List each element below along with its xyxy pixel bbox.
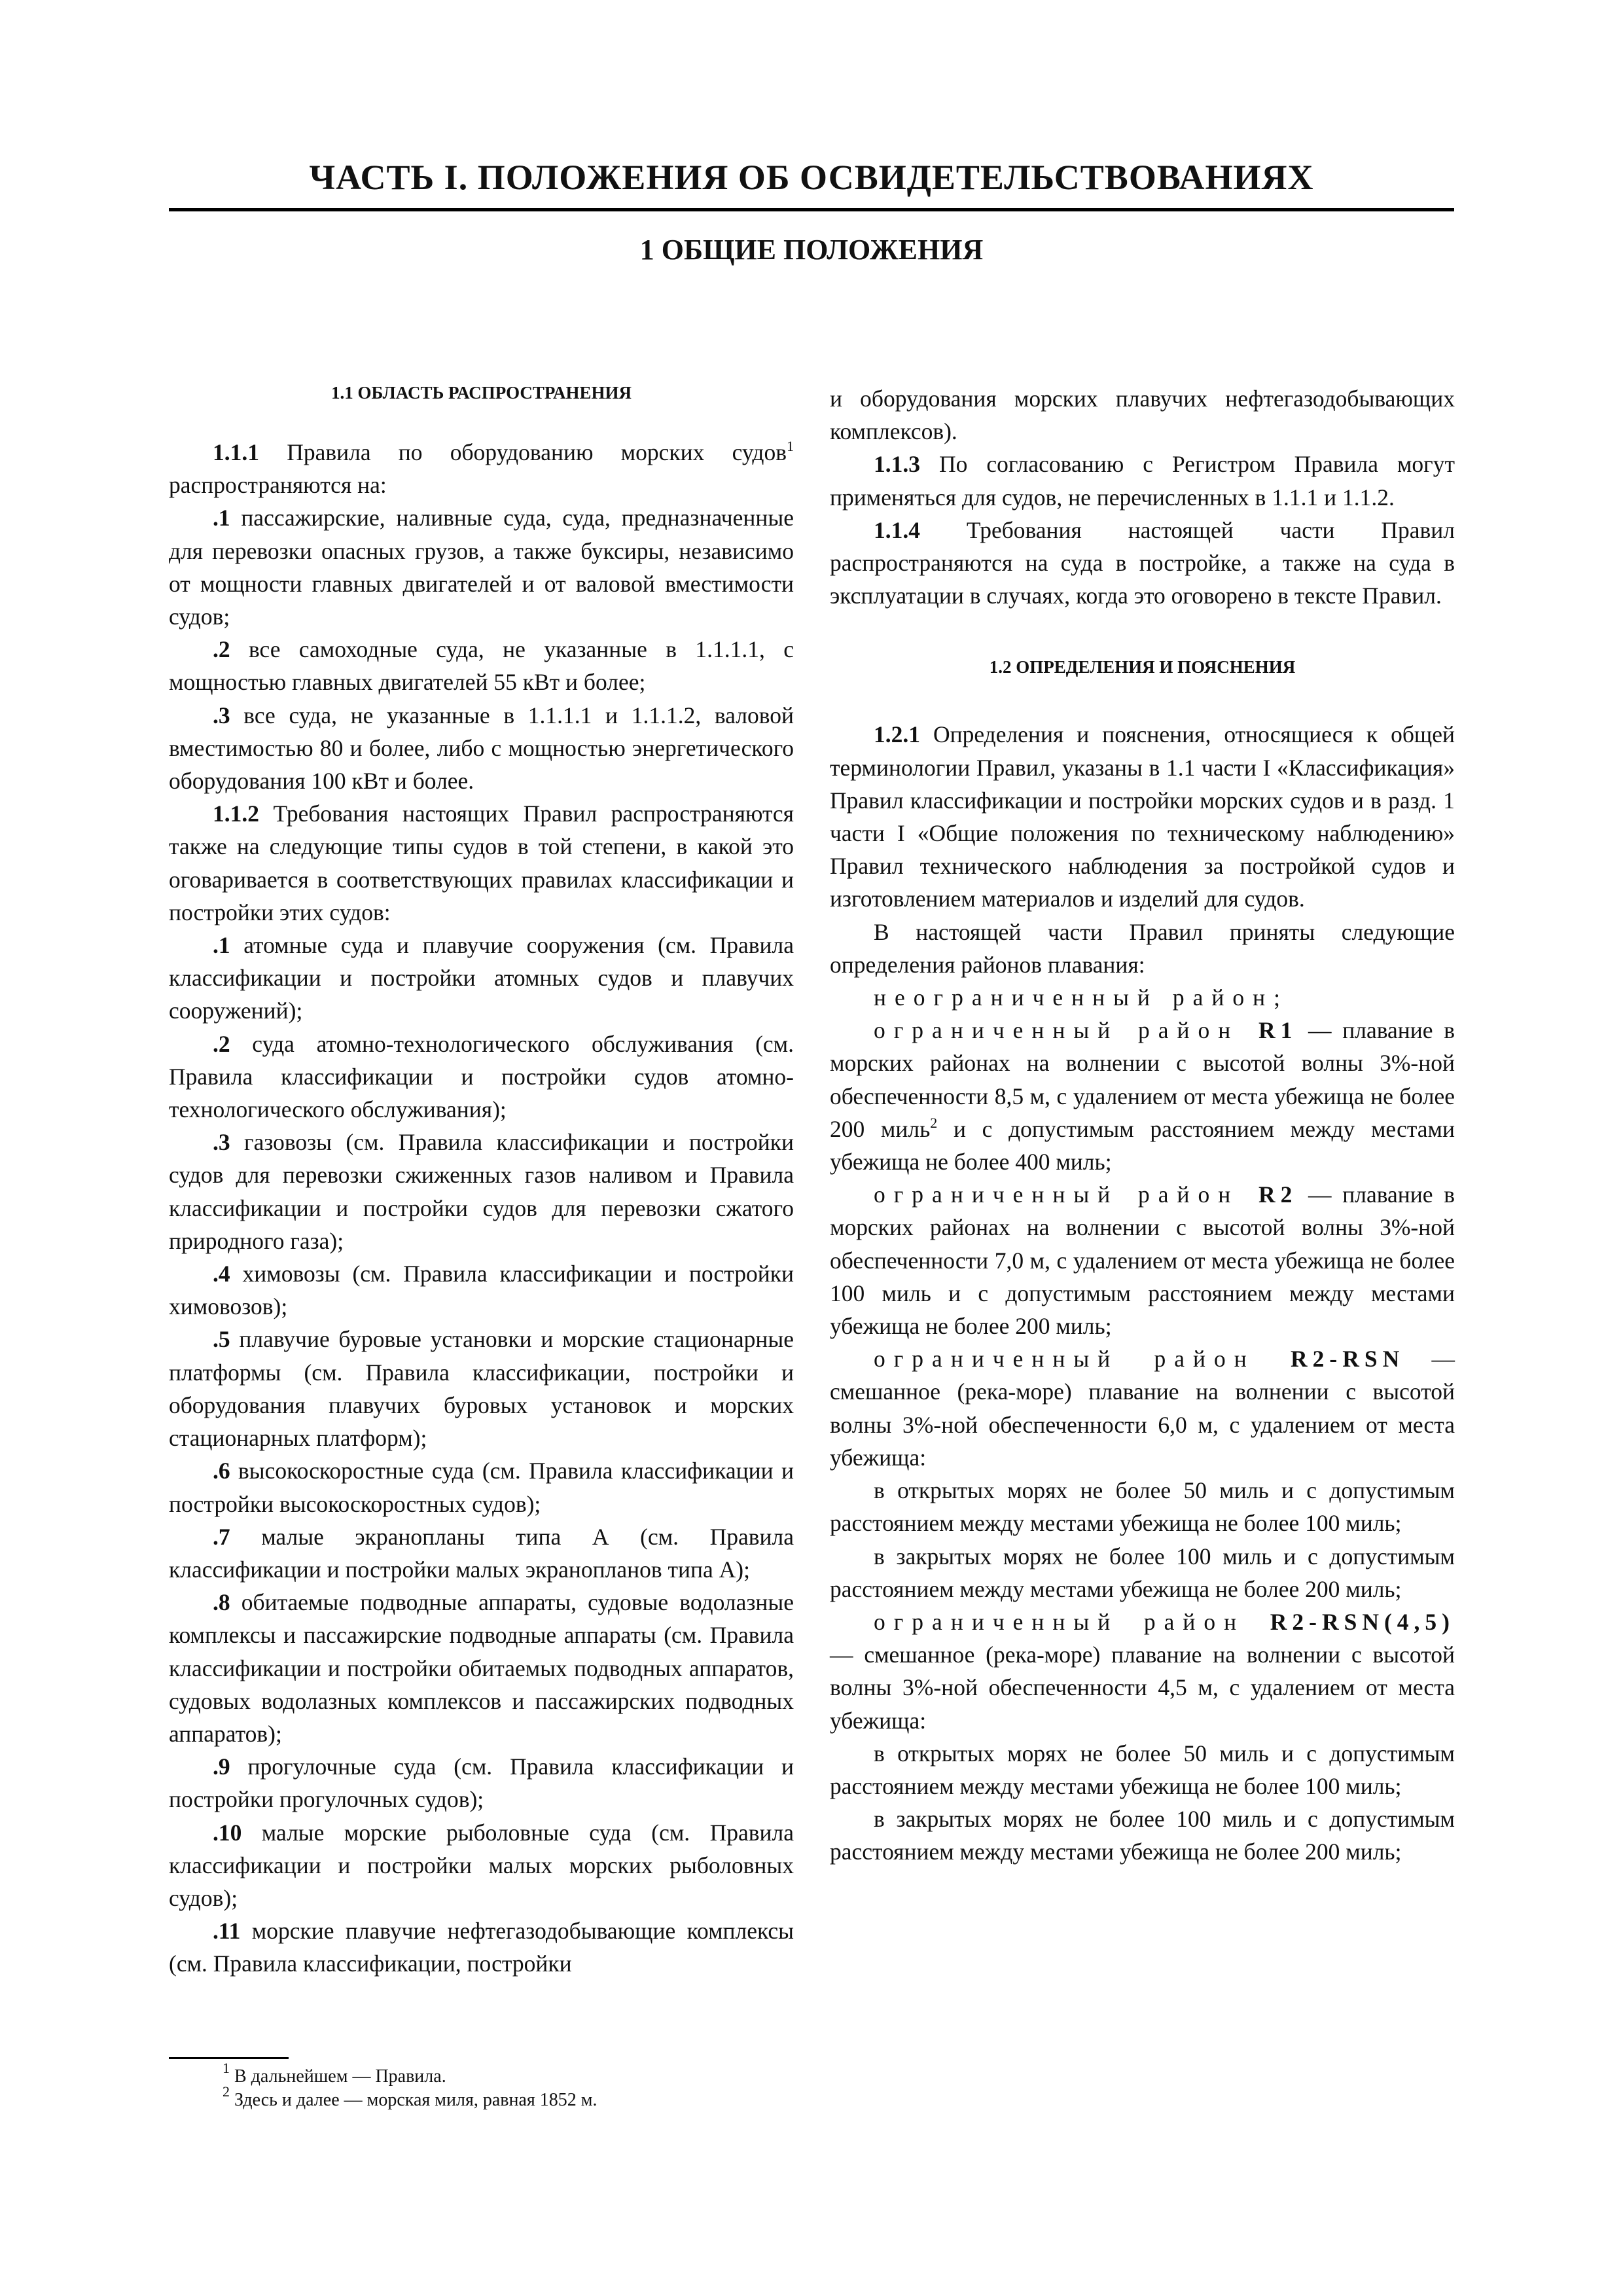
item-number: .1 bbox=[213, 932, 230, 959]
footnote bbox=[223, 2060, 812, 2089]
item-text: прогулочные суда (см. Правила классификации и постройки прогулочных судов); bbox=[169, 1753, 794, 1813]
item-number: .2 bbox=[213, 636, 230, 663]
item-text: все самоходные суда, не указанные в 1.1.1.1, с мощностью главных двигателей 55 кВт и более; bbox=[169, 636, 794, 696]
paragraph-number: 1.1.2 bbox=[213, 800, 259, 827]
list-item bbox=[169, 1914, 794, 1980]
item-number: .2 bbox=[213, 1030, 230, 1057]
paragraph-1-1-4 bbox=[830, 514, 1455, 613]
area-term: ограниченный район bbox=[874, 1017, 1258, 1044]
area-text: — смешанное (река-море) плавание на волнении с высотой волны 3%-ной обеспеченности 4,5 м, с удалением от места убежища: bbox=[830, 1641, 1455, 1734]
area-code: R2-RSN(4,5) bbox=[1270, 1608, 1455, 1635]
item-number: .8 bbox=[213, 1589, 230, 1616]
area-term: неограниченный район; bbox=[874, 984, 1289, 1011]
list-item bbox=[169, 1257, 794, 1323]
footnote-text: Здесь и далее — морская миля, равная 1852 м. bbox=[230, 2090, 597, 2110]
paragraph-text: Требования настоящих Правил распространяются также на следующие типы судов в той степени, в какой это оговаривается в соответствующих правилах классификации и постройки этих судов: bbox=[169, 800, 794, 925]
area-unrestricted bbox=[830, 981, 1455, 1014]
item-text: все суда, не указанные в 1.1.1.1 и 1.1.1.2, валовой вместимостью 80 и более, либо с мощностью энергетического оборудования 100 кВт и более. bbox=[169, 702, 794, 795]
list-item bbox=[169, 1586, 794, 1750]
item-text: обитаемые подводные аппараты, судовые водолазные комплексы и пассажирские подводные аппараты (см. Правила классификации и постройки обитаемых подводных аппаратов, судовых водолазных комплексов и пассажирских подводных аппаратов); bbox=[169, 1589, 794, 1747]
left-column bbox=[169, 380, 794, 1981]
paragraph-number: 1.1.3 bbox=[874, 451, 920, 478]
paragraph-number: 1.1.4 bbox=[874, 516, 920, 543]
item-number: .7 bbox=[213, 1523, 230, 1550]
footnote-ref: 1 bbox=[787, 438, 794, 454]
footnote bbox=[223, 2083, 812, 2112]
item-text: атомные суда и плавучие сооружения (см. Правила классификации и постройки атомных судов и плавучих сооружений); bbox=[169, 932, 794, 1024]
section-1-2-heading: 1.2 ОПРЕДЕЛЕНИЯ И ПОЯСНЕНИЯ bbox=[989, 657, 1296, 677]
list-item bbox=[169, 1520, 794, 1586]
footnote-text: В дальнейшем — Правила. bbox=[230, 2066, 446, 2087]
chapter-title: 1 ОБЩИЕ ПОЛОЖЕНИЯ bbox=[639, 234, 984, 266]
paragraph-text: распространяются на: bbox=[169, 472, 387, 499]
list-item bbox=[169, 1028, 794, 1126]
paragraph-number: 1.2.1 bbox=[874, 721, 920, 748]
area-term: ограниченный район bbox=[874, 1346, 1291, 1372]
list-item bbox=[169, 699, 794, 798]
footnotes bbox=[223, 2060, 812, 2112]
part-title: ЧАСТЬ I. ПОЛОЖЕНИЯ ОБ ОСВИДЕТЕЛЬСТВОВАНИЯХ bbox=[309, 158, 1314, 197]
area-condition: в закрытых морях не более 100 миль и с допустимым расстоянием между местами убежища не более 200 миль; bbox=[830, 1806, 1455, 1865]
item-text: химовозы (см. Правила классификации и постройки химовозов); bbox=[169, 1261, 794, 1320]
item-text: морские плавучие нефтегазодобывающие комплексы (см. Правила классификации, постройки bbox=[169, 1918, 794, 1977]
paragraph-1-1-3 bbox=[830, 448, 1455, 513]
list-item bbox=[169, 633, 794, 698]
area-r2-rsn bbox=[830, 1342, 1455, 1474]
item-number: .6 bbox=[213, 1458, 230, 1484]
list-item-continuation: и оборудования морских плавучих нефтегазодобывающих комплексов). bbox=[830, 386, 1455, 445]
paragraph-number: 1.1.1 bbox=[213, 439, 259, 465]
list-item bbox=[169, 929, 794, 1028]
area-r2 bbox=[830, 1178, 1455, 1342]
area-code: R2 bbox=[1258, 1181, 1298, 1208]
paragraph-text: Правила по оборудованию морских судов bbox=[259, 439, 787, 465]
list-item bbox=[169, 1816, 794, 1915]
area-r2-rsn-4-5 bbox=[830, 1605, 1455, 1737]
area-text: — плавание в морских районах на волнении с высотой волны 3%-ной обеспеченности 7,0 м, с удалением от места убежища не более 100 миль и с допустимым расстоянием между местами убежища не более 200 миль; bbox=[830, 1181, 1455, 1340]
area-term: ограниченный район bbox=[874, 1608, 1270, 1635]
item-text: суда атомно-технологического обслуживания (см. Правила классификации и постройки судов атомно-технологического обслуживания); bbox=[169, 1030, 794, 1123]
item-number: .10 bbox=[213, 1819, 242, 1846]
title-rule bbox=[169, 208, 1454, 211]
paragraph-1-1-1 bbox=[169, 436, 794, 501]
paragraph-text: По согласованию с Регистром Правила могут применяться для судов, не перечисленных в 1.1.1 и 1.1.2. bbox=[830, 451, 1455, 511]
area-term: ограниченный район bbox=[874, 1181, 1258, 1208]
list-item bbox=[169, 501, 794, 633]
area-condition: в открытых морях не более 50 миль и с допустимым расстоянием между местами убежища не более 100 миль; bbox=[830, 1740, 1455, 1799]
item-number: .9 bbox=[213, 1753, 230, 1780]
footnote-mark: 2 bbox=[223, 2083, 230, 2100]
item-text: газовозы (см. Правила классификации и постройки судов для перевозки сжиженных газов наливом и Правила классификации и постройки судов для перевозки сжатого природного газа); bbox=[169, 1129, 794, 1254]
item-text: малые морские рыболовные суда (см. Правила классификации и постройки малых морских рыболовных судов); bbox=[169, 1819, 794, 1911]
item-number: .5 bbox=[213, 1326, 230, 1353]
footnote-ref: 2 bbox=[930, 1114, 938, 1131]
paragraph-text: Определения и пояснения, относящиеся к общей терминологии Правил, указаны в 1.1 части I «Классификация» Правил классификации и постройки морских судов и в разд. 1 части I «Общие положения по техническому наблюдению» Правил технического наблюдения за постройкой судов и изготовлением материалов и изделий для судов. bbox=[830, 721, 1455, 912]
footnote-mark: 1 bbox=[223, 2060, 230, 2076]
item-number: .1 bbox=[213, 505, 230, 531]
list-item bbox=[169, 1750, 794, 1816]
section-1-1-heading: 1.1 ОБЛАСТЬ РАСПРОСТРАНЕНИЯ bbox=[331, 383, 632, 403]
list-item bbox=[169, 1454, 794, 1520]
area-text: — смешанное (река-море) плавание на волнении с высотой волны 3%-ной обеспеченности 6,0 м, с удалением от места убежища: bbox=[830, 1346, 1455, 1471]
paragraph-1-1-2 bbox=[169, 797, 794, 929]
item-number: .3 bbox=[213, 1129, 230, 1156]
area-code: R1 bbox=[1258, 1017, 1298, 1044]
item-text: высокоскоростные суда (см. Правила классификации и постройки высокоскоростных судов); bbox=[169, 1458, 794, 1517]
paragraph-1-2-1 bbox=[830, 718, 1455, 915]
item-number: .11 bbox=[213, 1918, 241, 1945]
list-item bbox=[169, 1126, 794, 1257]
area-condition: в открытых морях не более 50 миль и с допустимым расстоянием между местами убежища не более 100 миль; bbox=[830, 1477, 1455, 1537]
item-text: малые экранопланы типа А (см. Правила классификации и постройки малых экранопланов типа А); bbox=[169, 1523, 794, 1583]
paragraph-intro: В настоящей части Правил приняты следующие определения районов плавания: bbox=[830, 918, 1455, 978]
area-text: — плавание в морских районах на волнении с высотой волны 3%-ной обеспеченности 8,5 м, с удалением от места убежища не более 200 миль bbox=[830, 1017, 1455, 1142]
right-column bbox=[830, 382, 1455, 1869]
paragraph-text: Требования настоящей части Правил распространяются на суда в постройке, а также на суда в эксплуатации в случаях, когда это оговорено в тексте Правил. bbox=[830, 516, 1455, 609]
area-text: и с допустимым расстоянием между местами убежища не более 400 миль; bbox=[830, 1115, 1455, 1175]
item-number: .3 bbox=[213, 702, 230, 728]
list-item bbox=[169, 1323, 794, 1454]
footnote-rule bbox=[169, 2057, 289, 2059]
area-r1 bbox=[830, 1014, 1455, 1178]
item-number: .4 bbox=[213, 1261, 230, 1287]
area-code: R2-RSN bbox=[1291, 1346, 1405, 1372]
item-text: пассажирские, наливные суда, суда, предназначенные для перевозки опасных грузов, а также буксиры, независимо от мощности главных двигателей и от валовой вместимости судов; bbox=[169, 505, 794, 630]
area-condition: в закрытых морях не более 100 миль и с допустимым расстоянием между местами убежища не более 200 миль; bbox=[830, 1543, 1455, 1602]
item-text: плавучие буровые установки и морские стационарные платформы (см. Правила классификации, постройки и оборудования плавучих буровых установок и морских стационарных платформ); bbox=[169, 1326, 794, 1452]
